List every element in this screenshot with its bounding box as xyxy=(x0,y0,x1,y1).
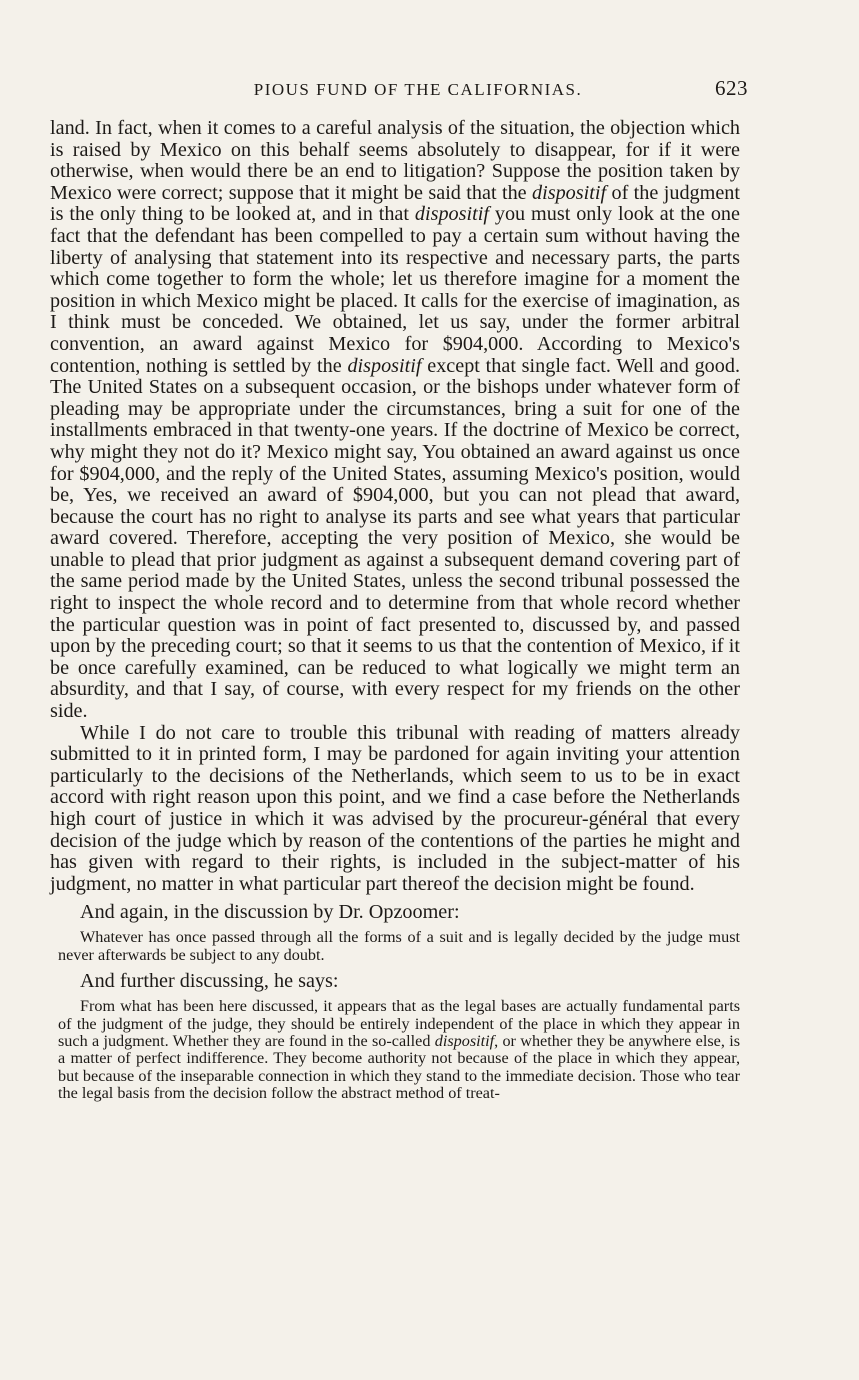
paragraph-netherlands: While I do not care to trouble this tribunal with reading of matters already submitted to it in printed form, I may be pardoned for again inviting your attention particularly to the decisions of the Netherlands, which seem to us to be in exact accord with right reason upon this point, and we find a case before the Netherlands high court of justice in which it was advised by the procureur-général that every decision of the judge which by reason of the contentions of the parties he might and has given with regard to their rights, is included in the subject-matter of his judgment, no matter in what particular part thereof the decision might be found. xyxy=(50,721,740,895)
italic-term: dispositif xyxy=(347,354,422,377)
italic-term: dispositif xyxy=(414,203,489,226)
lead-in-further: And further discussing, he says: xyxy=(80,970,339,993)
text-run: except that single fact. Well and good. The United States on a subsequent occasion, or the bishops under whatever form of pleading may be appropriate under the circumstances, bring a suit for one of the installments embraced in that twenty-one years. If the doctrine of Mexico be correct, why might they not do it? Mexico might say, You obtained an award against us once for $904,000, and the reply of the United States, assuming Mexico's position, would be, Yes, we received an award of $904,000, but you can not plead that award, because the court has no right to analyse its parts and see what years that particular award covered. Therefore, accepting the very position of Mexico, she would be unable to plead that prior judgment as against a subsequent demand covering part of the same period made by the United States, unless the second tribunal possessed the right to inspect the whole record and to determine from that whole record whether the particular question was in point of fact presented to, discussed by, and passed upon by the preceding court; so that it seems to us that the contention of Mexico, if it be once carefully examined, can be reduced to what logically we might term an absurdity, and that I say, of course, with every respect for my friends on the other side. xyxy=(50,354,740,723)
page-number: 623 xyxy=(715,76,748,100)
italic-term: dispositif xyxy=(434,1032,495,1050)
body-text xyxy=(50,118,740,1103)
text-run: you must only look at the one fact that the defendant has been compelled to pay a certain sum without having the liberty of analysing that statement into its respective and necessary parts, the parts which come together to form the whole; let us therefore imagine for a moment the position in which Mexico might be placed. It calls for the exercise of imagination, as I think must be conceded. We obtained, let us say, under the former arbitral convention, an award against Mexico for $904,000. According to Mexico's contention, nothing is settled by the xyxy=(50,203,740,377)
running-title: PIOUS FUND OF THE CALIFORNIAS. xyxy=(253,80,583,99)
italic-term: dispositif xyxy=(532,181,607,204)
text-run: land. In fact, when it comes to a careful analysis of the situation, the objection which is raised by Mexico on this behalf seems absolutely to disappear, for if it were otherwise, when would there be an end to litigation? Suppose the position taken by Mexico were correct; suppose that it might be said that the xyxy=(50,117,740,204)
block-quote-opzoomer: Whatever has once passed through all the forms of a suit and is legally decided by the judge must never afterwards be subject to any doubt. xyxy=(58,928,740,964)
text-run: From what has been here discussed, it appears that as the legal bases are actually fundamental parts of the judgment of the judge, they should be entirely independent of the place in which they appear in such a judgment. Whether they are found in the so-called xyxy=(58,997,740,1050)
lead-in-opzoomer: And again, in the discussion by Dr. Opzoomer: xyxy=(80,901,460,924)
paragraph-continued xyxy=(50,118,740,723)
block-quote-legal-bases xyxy=(58,998,740,1102)
page-header xyxy=(48,76,748,104)
text-run: , or whether they be anywhere else, is a matter of perfect indifference. They become authority not because of the place in which they appear, but because of the inseparable connection in which they stand to the immediate decision. Those who tear the legal basis from the decision follow the abstract method of treat- xyxy=(58,1032,740,1103)
text-run: of the judgment is the only thing to be looked at, and in that xyxy=(50,181,740,226)
